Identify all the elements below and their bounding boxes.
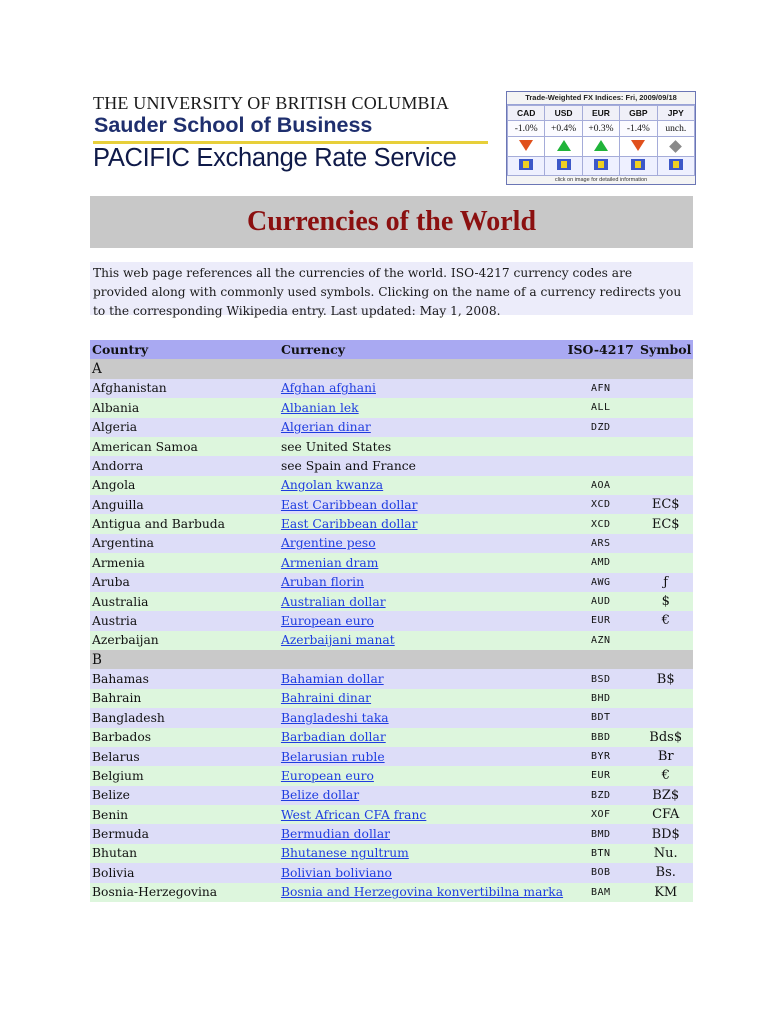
currency-link[interactable]: West African CFA franc: [280, 807, 427, 822]
currency-cell: [279, 708, 563, 727]
currency-link[interactable]: Bahamian dollar: [280, 672, 384, 687]
country-cell: Andorra: [92, 458, 144, 473]
currency-cell: [279, 592, 563, 611]
symbol-cell: Nu.: [653, 845, 678, 861]
country-cell: Bahamas: [92, 672, 149, 687]
country-cell: Bahrain: [92, 691, 142, 706]
symbol-cell: [636, 418, 693, 437]
currency-link[interactable]: Bolivian boliviano: [280, 865, 392, 880]
currency-cell: [279, 611, 563, 630]
iso-code-cell: XOF: [590, 809, 611, 821]
symbol-cell: Br: [657, 749, 674, 765]
iso-code-cell: BMD: [590, 828, 611, 840]
iso-code-cell: [563, 437, 636, 456]
fx-change: unch.: [657, 121, 694, 137]
table-row: [90, 437, 693, 456]
table-row: [90, 631, 693, 650]
symbol-cell: BZ$: [652, 787, 680, 803]
table-row: [90, 476, 693, 495]
country-cell: Belgium: [92, 768, 144, 783]
fx-code: GBP: [620, 106, 657, 121]
table-body: [90, 359, 693, 902]
symbol-cell: [636, 456, 693, 475]
table-row: [90, 805, 693, 824]
letter-section-row: [90, 650, 693, 669]
iso-code-cell: AZN: [590, 634, 611, 646]
currency-table: [90, 340, 693, 902]
iso-code-cell: BHD: [590, 692, 611, 704]
iso-code-cell: XCD: [590, 518, 611, 530]
unchanged-diamond-icon: [669, 140, 682, 153]
currency-cell: [279, 573, 563, 592]
country-cell: Bolivia: [92, 865, 135, 880]
table-row: [90, 883, 693, 902]
currency-link[interactable]: East Caribbean dollar: [280, 497, 418, 512]
currency-link[interactable]: Australian dollar: [280, 594, 386, 609]
currency-link[interactable]: Afghan afghani: [280, 381, 376, 396]
table-row: [90, 824, 693, 843]
currency-cell: [279, 786, 563, 805]
table-row: [90, 379, 693, 398]
table-row: [90, 553, 693, 572]
intro-text: This web page references all the currencies of the world. ISO-4217 currency codes are provided along with commonly used symbols. Clicking on the name of a currency redirects you to the corresponding Wikipedia entry. Last updated: May 1, 2008.: [90, 262, 693, 315]
flag-icon: [594, 159, 608, 170]
symbol-cell: [636, 534, 693, 553]
table-header-row: [90, 340, 693, 359]
symbol-cell: BD$: [651, 826, 680, 842]
symbol-cell: EC$: [651, 516, 680, 532]
header-symbol: Symbol: [640, 342, 692, 358]
currency-cell: [279, 495, 563, 514]
currency-link[interactable]: Belize dollar: [280, 788, 360, 803]
currency-link[interactable]: Algerian dinar: [280, 420, 371, 435]
iso-code-cell: AFN: [590, 382, 611, 394]
currency-cell: [279, 883, 563, 902]
currency-cell: [279, 689, 563, 708]
currency-cell: [279, 728, 563, 747]
table-row: [90, 766, 693, 785]
table-row: [90, 534, 693, 553]
logo-university-name: THE UNIVERSITY OF BRITISH COLUMBIA: [93, 93, 450, 113]
fx-change: +0.3%: [582, 121, 619, 137]
country-cell: Bhutan: [92, 846, 138, 861]
iso-code-cell: ARS: [590, 537, 611, 549]
logo-school-name: Sauder School of Business: [94, 113, 373, 137]
country-cell: Bangladesh: [92, 710, 165, 725]
country-cell: Angola: [92, 478, 136, 493]
table-row: [90, 708, 693, 727]
fx-change: -1.0%: [508, 121, 545, 137]
symbol-cell: €: [661, 613, 670, 629]
fx-code: EUR: [582, 106, 619, 121]
symbol-cell: [636, 708, 693, 727]
currency-link[interactable]: European euro: [280, 768, 374, 783]
iso-code-cell: AUD: [590, 596, 611, 608]
country-cell: Barbados: [92, 730, 152, 745]
table-row: [90, 398, 693, 417]
currency-cell: [279, 824, 563, 843]
fx-change: +0.4%: [545, 121, 582, 137]
title-banner: [90, 196, 693, 248]
currency-link[interactable]: Bahraini dinar: [280, 691, 372, 706]
flag-icon: [519, 159, 533, 170]
header-iso: ISO-4217: [567, 342, 634, 358]
flag-icon: [631, 159, 645, 170]
table-row: [90, 611, 693, 630]
currency-cell: [279, 863, 563, 882]
fx-widget-title: Trade-Weighted FX Indices: Fri, 2009/09/18: [507, 92, 695, 105]
flag-icon: [557, 159, 571, 170]
currency-link[interactable]: Angolan kwanza: [280, 478, 384, 493]
symbol-cell: KM: [654, 884, 678, 900]
down-arrow-icon: [631, 140, 645, 151]
header-currency: Currency: [280, 342, 346, 358]
iso-code-cell: BTN: [590, 847, 611, 859]
iso-code-cell: AWG: [590, 576, 611, 588]
fx-indices-widget[interactable]: [506, 91, 696, 185]
iso-code-cell: BAM: [590, 886, 611, 898]
currency-cell: [279, 844, 563, 863]
country-cell: Bosnia-Herzegovina: [92, 885, 218, 900]
iso-code-cell: BSD: [590, 673, 611, 685]
currency-cell: [279, 631, 563, 650]
table-row: [90, 728, 693, 747]
symbol-cell: EC$: [651, 497, 680, 513]
table-row: [90, 863, 693, 882]
logo-service-name: PACIFIC Exchange Rate Service: [93, 144, 457, 172]
iso-code-cell: BZD: [590, 789, 611, 801]
iso-code-cell: EUR: [590, 770, 611, 782]
currency-link[interactable]: Aruban florin: [280, 575, 364, 590]
country-cell: Antigua and Barbuda: [92, 517, 225, 532]
symbol-cell: [636, 379, 693, 398]
header-country: Country: [92, 342, 149, 358]
iso-code-cell: BOB: [590, 867, 611, 879]
symbol-cell: [636, 553, 693, 572]
iso-code-cell: DZD: [590, 421, 611, 433]
iso-code-cell: [563, 456, 636, 475]
currency-link[interactable]: East Caribbean dollar: [280, 517, 418, 532]
symbol-cell: [636, 476, 693, 495]
country-cell: Bermuda: [92, 827, 149, 842]
fx-widget-footer: click on image for detailed information: [554, 177, 648, 183]
symbol-cell: €: [661, 768, 670, 784]
currency-link[interactable]: Barbadian dollar: [280, 730, 386, 745]
page-title: Currencies of the World: [246, 206, 537, 237]
currency-cell: [279, 805, 563, 824]
letter-section-row: [90, 359, 693, 378]
table-row: [90, 456, 693, 475]
country-cell: Benin: [92, 807, 129, 822]
iso-code-cell: AMD: [590, 557, 611, 569]
table-row: [90, 689, 693, 708]
currency-cell: [279, 669, 563, 688]
currency-link[interactable]: Azerbaijani manat: [280, 633, 395, 648]
currency-cell: [279, 534, 563, 553]
currency-cell: [279, 418, 563, 437]
currency-cell: see Spain and France: [280, 458, 416, 473]
table-row: [90, 418, 693, 437]
iso-code-cell: BBD: [590, 731, 611, 743]
symbol-cell: Bs.: [655, 865, 676, 881]
country-cell: Austria: [92, 613, 138, 628]
symbol-cell: B$: [656, 671, 675, 687]
currency-link[interactable]: Armenian dram: [280, 555, 379, 570]
country-cell: American Samoa: [92, 439, 198, 454]
fx-indices-table: [507, 105, 695, 176]
country-cell: Australia: [92, 594, 149, 609]
iso-code-cell: XCD: [590, 499, 611, 511]
table-row: [90, 514, 693, 533]
section-letter: B: [92, 651, 102, 668]
symbol-cell: [636, 398, 693, 417]
table-row: [90, 786, 693, 805]
currency-cell: [279, 766, 563, 785]
country-cell: Belarus: [92, 749, 140, 764]
symbol-cell: ƒ: [663, 574, 669, 590]
symbol-cell: $: [661, 594, 670, 610]
iso-code-cell: ALL: [590, 402, 611, 414]
table-row: [90, 844, 693, 863]
currency-cell: [279, 553, 563, 572]
country-cell: Argentina: [92, 536, 154, 551]
country-cell: Anguilla: [92, 497, 144, 512]
country-cell: Algeria: [92, 420, 138, 435]
currency-cell: [279, 476, 563, 495]
table-row: [90, 669, 693, 688]
fx-code: JPY: [657, 106, 694, 121]
symbol-cell: CFA: [652, 807, 680, 823]
iso-code-cell: EUR: [590, 615, 611, 627]
symbol-cell: [636, 689, 693, 708]
currency-link[interactable]: Bangladeshi taka: [280, 710, 389, 725]
table-row: [90, 747, 693, 766]
currency-cell: [279, 379, 563, 398]
table-row: [90, 592, 693, 611]
ubc-sauder-pacific-logo[interactable]: [91, 90, 491, 180]
currency-link[interactable]: Bhutanese ngultrum: [280, 846, 409, 861]
flag-icon: [669, 159, 683, 170]
down-arrow-icon: [519, 140, 533, 151]
country-cell: Belize: [92, 788, 130, 803]
currency-link[interactable]: Belarusian ruble: [280, 749, 385, 764]
country-cell: Armenia: [92, 555, 145, 570]
currency-cell: [279, 398, 563, 417]
fx-code: USD: [545, 106, 582, 121]
fx-change: -1.4%: [620, 121, 657, 137]
country-cell: Afghanistan: [92, 381, 167, 396]
currency-link[interactable]: Albanian lek: [280, 400, 359, 415]
symbol-cell: [636, 631, 693, 650]
iso-code-cell: BDT: [590, 712, 611, 724]
currency-cell: [279, 514, 563, 533]
symbol-cell: [636, 437, 693, 456]
table-row: [90, 495, 693, 514]
iso-code-cell: BYR: [590, 751, 611, 763]
symbol-cell: Bds$: [649, 729, 683, 745]
country-cell: Albania: [92, 400, 140, 415]
iso-code-cell: AOA: [590, 479, 611, 491]
currency-link[interactable]: European euro: [280, 613, 374, 628]
up-arrow-icon: [557, 140, 571, 151]
header: [91, 90, 695, 186]
fx-code: CAD: [508, 106, 545, 121]
currency-link[interactable]: Argentine peso: [280, 536, 376, 551]
currency-cell: see United States: [280, 439, 392, 454]
up-arrow-icon: [594, 140, 608, 151]
country-cell: Azerbaijan: [92, 633, 159, 648]
country-cell: Aruba: [92, 575, 130, 590]
section-letter: A: [92, 361, 102, 378]
currency-cell: [279, 747, 563, 766]
table-row: [90, 573, 693, 592]
currency-link[interactable]: Bosnia and Herzegovina konvertibilna marka: [280, 885, 564, 900]
currency-link[interactable]: Bermudian dollar: [280, 827, 391, 842]
